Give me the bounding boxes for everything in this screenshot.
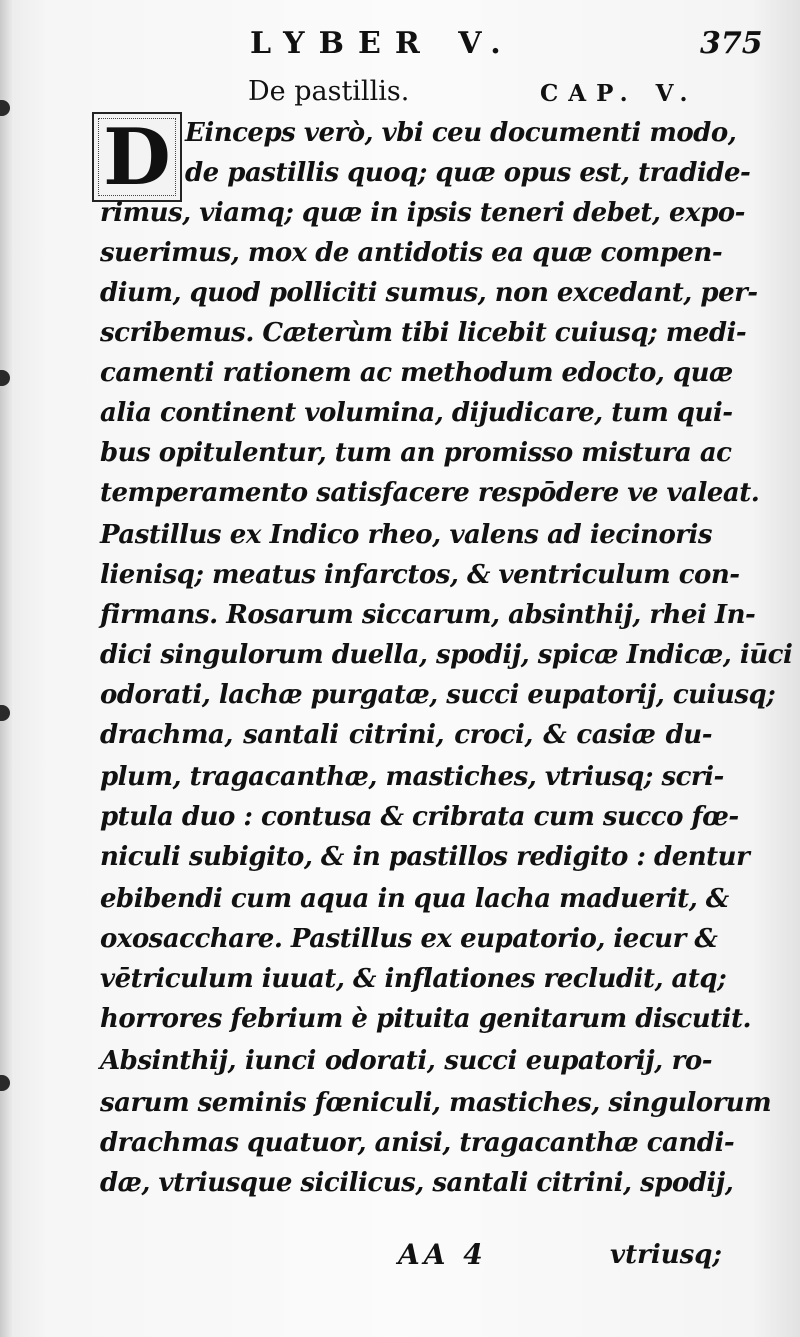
text-line: scribemus. Cæterùm tibi licebit cuiusq; medi- [100,318,747,348]
decorated-initial [92,112,182,202]
page-number: 375 [700,26,763,61]
text-line: alia continent volumina, dijudicare, tum qui- [100,398,733,428]
page-edge-shadow [0,0,14,1337]
text-line: horrores febrium è pituita genitarum discutit. [100,1004,752,1034]
signature-mark: AA 4 [398,1238,487,1271]
text-line: Einceps verò, vbi ceu documenti modo, [185,118,737,148]
catchword: vtriusq; [610,1240,723,1270]
text-line: bus opitulentur, tum an promisso mistura ac [100,438,732,468]
text-line: odorati, lachæ purgatæ, succi eupatorij, cuiusq; [100,680,776,710]
text-line: oxosacchare. Pastillus ex eupatorio, iecur & [100,924,718,954]
text-line: Pastillus ex Indico rheo, valens ad iecinoris [100,520,712,550]
running-head: LYBER V. [250,26,515,61]
text-line: de pastillis quoq; quæ opus est, tradide- [185,158,751,188]
text-line: vētriculum iuuat, & inflationes recludit, atq; [100,964,727,994]
text-line: suerimus, mox de antidotis ea quæ compen- [100,238,723,268]
text-line: drachmas quatuor, anisi, tragacanthæ candi- [100,1128,735,1158]
text-line: camenti rationem ac methodum edocto, quæ [100,358,733,388]
initial-letter: D [103,111,171,203]
text-line: dici singulorum duella, spodij, spicæ Indicæ, iūci [100,640,793,670]
text-line: lienisq; meatus infarctos, & ventriculum con- [100,560,740,590]
text-line: plum, tragacanthæ, mastiches, vtriusq; scri- [100,762,724,792]
text-line: rimus, viamq; quæ in ipsis teneri debet, expo- [100,198,745,228]
text-line: drachma, santali citrini, croci, & casiæ du- [100,720,712,750]
text-line: ebibendi cum aqua in qua lacha maduerit, & [100,884,729,914]
text-line: ptula duo : contusa & cribrata cum succo fœ- [100,802,739,832]
text-line: niculi subigito, & in pastillos redigito : dentur [100,842,750,872]
text-line: temperamento satisfacere respōdere ve valeat. [100,478,760,508]
section-title: De pastillis. [248,76,410,107]
text-line: firmans. Rosarum siccarum, absinthij, rhei In- [100,600,756,630]
text-line: sarum seminis fœniculi, mastiches, singulorum [100,1088,772,1118]
chapter-label: CAP. V. [540,80,698,107]
text-line: Absinthij, iunci odorati, succi eupatorij, ro- [100,1046,712,1076]
text-line: dium, quod polliciti sumus, non excedant, per- [100,278,758,308]
text-line: dæ, vtriusque sicilicus, santali citrini, spodij, [100,1168,734,1198]
